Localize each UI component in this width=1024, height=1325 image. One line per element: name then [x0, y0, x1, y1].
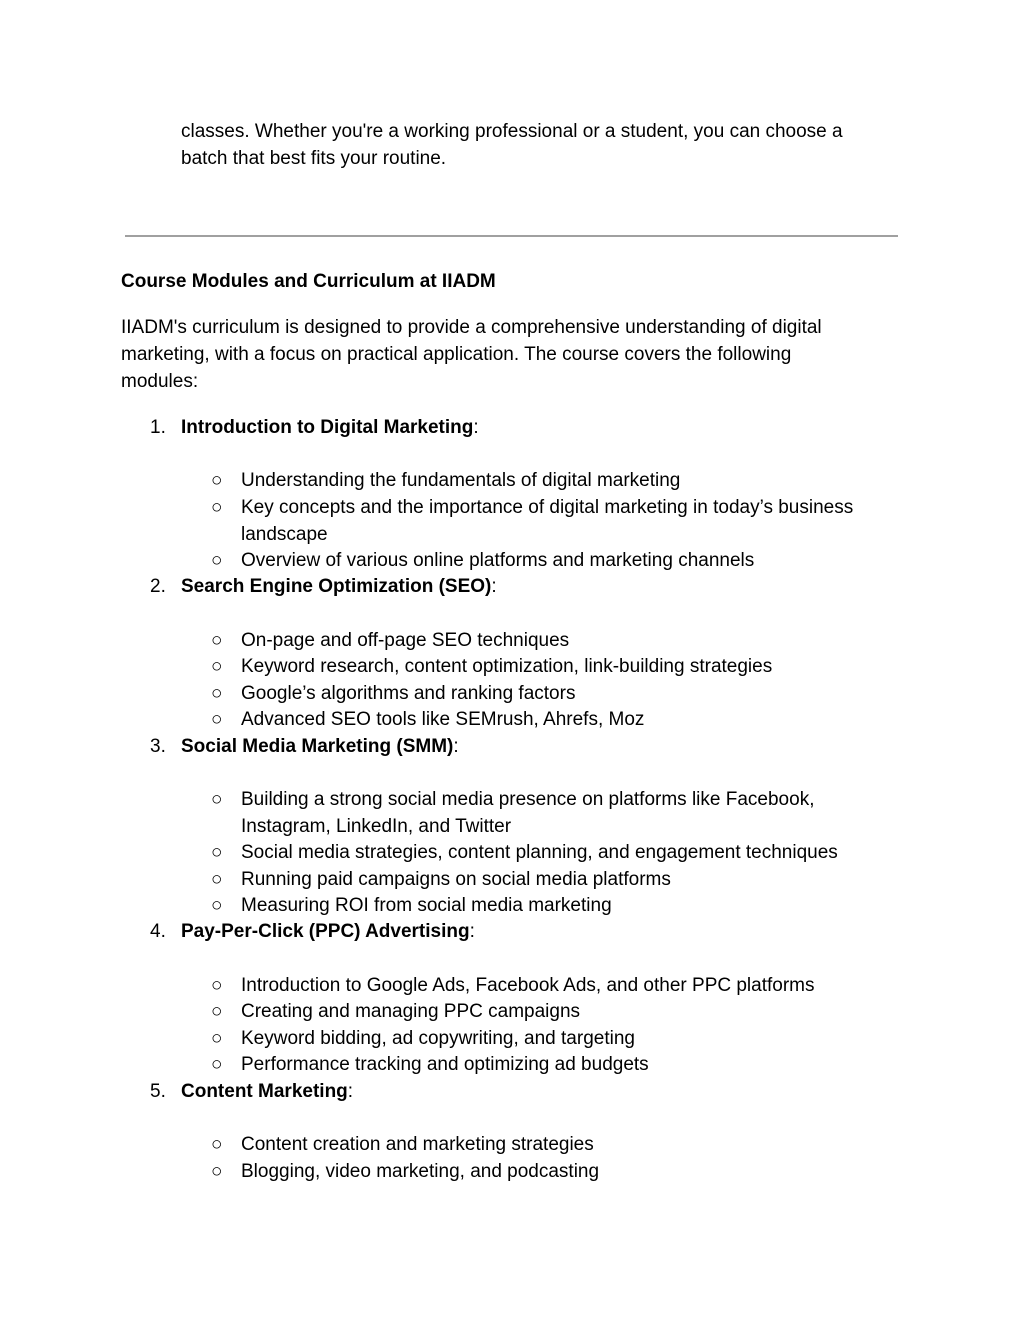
- list-item: Building a strong social media presence on platforms like Facebook,: [241, 789, 815, 810]
- module-number: 5.: [150, 1081, 166, 1102]
- list-item: Advanced SEO tools like SEMrush, Ahrefs, Moz: [241, 709, 645, 730]
- bullet-circle-icon: ○: [211, 975, 223, 996]
- intro-line: classes. Whether you're a working professional or a student, you can choose a: [181, 121, 843, 142]
- section-heading: Course Modules and Curriculum at IIADM: [121, 271, 496, 292]
- module-title: Introduction to Digital Marketing:: [181, 417, 479, 438]
- list-item: Social media strategies, content planning, and engagement techniques: [241, 842, 838, 863]
- bullet-circle-icon: ○: [211, 656, 223, 677]
- list-item: Keyword bidding, ad copywriting, and targeting: [241, 1028, 635, 1049]
- bullet-circle-icon: ○: [211, 630, 223, 651]
- bullet-circle-icon: ○: [211, 1134, 223, 1155]
- bullet-circle-icon: ○: [211, 1054, 223, 1075]
- list-item: Creating and managing PPC campaigns: [241, 1001, 581, 1022]
- list-item: On-page and off-page SEO techniques: [241, 630, 570, 651]
- bullet-circle-icon: ○: [211, 1161, 223, 1182]
- bullet-circle-icon: ○: [211, 683, 223, 704]
- bullet-circle-icon: ○: [211, 869, 223, 890]
- module-number: 1.: [150, 417, 166, 438]
- bullet-circle-icon: ○: [211, 1028, 223, 1049]
- horizontal-divider: [125, 235, 898, 237]
- list-item: Measuring ROI from social media marketing: [241, 895, 612, 916]
- list-item: Introduction to Google Ads, Facebook Ads, and other PPC platforms: [241, 975, 815, 996]
- list-item: Performance tracking and optimizing ad budgets: [241, 1054, 649, 1075]
- list-item: Running paid campaigns on social media platforms: [241, 869, 671, 890]
- list-item-continuation: Instagram, LinkedIn, and Twitter: [241, 816, 512, 837]
- paragraph-line: modules:: [121, 371, 199, 392]
- list-item-continuation: landscape: [241, 524, 328, 545]
- module-number: 3.: [150, 736, 166, 757]
- module-number: 4.: [150, 921, 166, 942]
- paragraph-line: marketing, with a focus on practical application. The course covers the following: [121, 344, 792, 365]
- bullet-circle-icon: ○: [211, 497, 223, 518]
- bullet-circle-icon: ○: [211, 895, 223, 916]
- bullet-circle-icon: ○: [211, 842, 223, 863]
- module-title: Social Media Marketing (SMM):: [181, 736, 459, 757]
- list-item: Blogging, video marketing, and podcasting: [241, 1161, 600, 1182]
- bullet-circle-icon: ○: [211, 709, 223, 730]
- bullet-circle-icon: ○: [211, 550, 223, 571]
- list-item: Content creation and marketing strategies: [241, 1134, 594, 1155]
- module-title: Pay-Per-Click (PPC) Advertising:: [181, 921, 475, 942]
- list-item: Understanding the fundamentals of digital marketing: [241, 470, 681, 491]
- module-title: Search Engine Optimization (SEO):: [181, 576, 497, 597]
- bullet-circle-icon: ○: [211, 789, 223, 810]
- list-item: Keyword research, content optimization, link-building strategies: [241, 656, 773, 677]
- list-item: Google’s algorithms and ranking factors: [241, 683, 576, 704]
- list-item: Overview of various online platforms and marketing channels: [241, 550, 755, 571]
- list-item: Key concepts and the importance of digital marketing in today’s business: [241, 497, 854, 518]
- paragraph-line: IIADM's curriculum is designed to provide a comprehensive understanding of digital: [121, 317, 822, 338]
- module-number: 2.: [150, 576, 166, 597]
- module-title: Content Marketing:: [181, 1081, 354, 1102]
- bullet-circle-icon: ○: [211, 1001, 223, 1022]
- intro-line: batch that best fits your routine.: [181, 148, 447, 169]
- bullet-circle-icon: ○: [211, 470, 223, 491]
